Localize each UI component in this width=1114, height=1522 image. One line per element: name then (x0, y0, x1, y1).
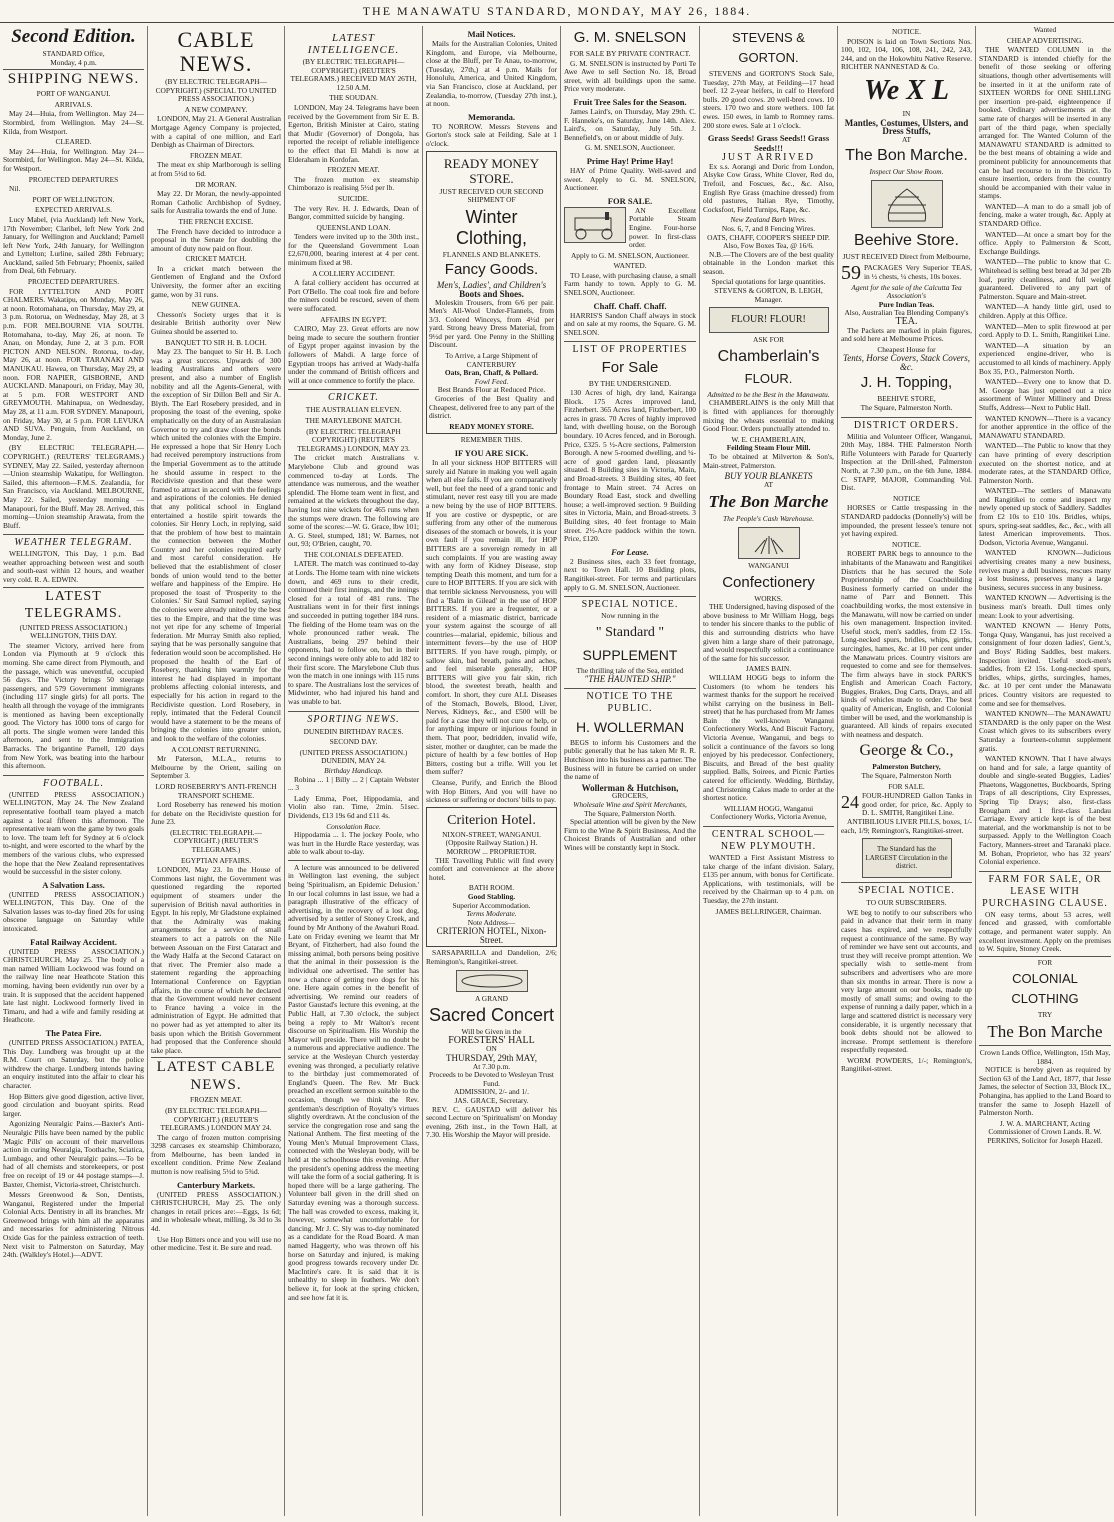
special-notice-heading: SPECIAL NOTICE. (564, 596, 696, 611)
handicap-results: Robina ... 1 | Billy ... 2 | Captain Webster ... 3 (288, 774, 419, 793)
park-heading: NOTICE. (892, 539, 921, 549)
sarsaparilla-ad: SARSAPARILLA and Dandelion, 2/6; Remington's, Rangitikei-street. (426, 948, 557, 967)
flour-sub: Admitted to be the Best in the Manawatu. (707, 389, 830, 399)
hop-remember: REMEMBER THIS. (460, 435, 523, 445)
wanted-5: WANTED—Men to split firewood at per cord. Apply to D. L. Smith, Rangitikei Line. (979, 321, 1111, 340)
latest-telegrams: The steamer Victory, arrived here from London via Plymouth at 9 o'clock this morning. She came direct from Plymouth, and the passage, which was uneventful, occupied 56 days. The Victory brings 50 steerage passengers, and 579 Government immigrants (including 117 single girls) for all ports. The health all through the voyage of the immigrants is mentioned as having been exceptionally good. The Victory has 1000 tons of cargo for all ports. The single women were landed this afternoon, and sent to the Immigration Barracks. The brigantine Parnell, 120 days from New York, was beating into the harbour this afternoon. (3, 640, 144, 771)
hop-bitters-ad: Hop Bitters give good digestion, active liver, good circulation and buoyant spirits. Read larger. (3, 1091, 144, 1118)
cheapest-house: Cheapest House for (877, 344, 936, 354)
marylebone-heading: THE MARYLEBONE MATCH. (305, 415, 402, 425)
engine-text: AN Excellent Portable Steam Engine. Four-horse power. In first-class order. (629, 205, 696, 250)
george-square: The Square, Palmerston North (861, 771, 952, 781)
beehive-title: Beehive Store. (854, 231, 959, 249)
wanted-10: WANTED—The settlers of Manawatu and Rangitikei to come and inspect my newly opened up stock of Saddlery. Saddles from £2 10s to £10 10s. Bridles, whips, spurs, spring-seat saddles, &c., &c., with all latest American improvements. Thos. Dodson, Victoria Avenue, Wanganui. (979, 486, 1111, 547)
decorative-banner-icon (459, 973, 525, 989)
criterion-text: THE Travelling Public will find every comfort and convenience at the above hotel. (429, 855, 554, 882)
wanted-4: WANTED—A handy little girl, used to children. Apply at this Office. (979, 302, 1111, 320)
public-notice-heading: NOTICE TO THE PUBLIC. (564, 688, 696, 715)
grass-seeds-heading: Grass Seeds! Grass Seeds!! Grass Seeds!!! (707, 133, 830, 154)
we-xl-in: IN (902, 108, 911, 118)
special-standard: " Standard " (595, 624, 665, 640)
beehive-illustration (871, 180, 943, 228)
canterbury-heading: Canterbury Markets. (177, 1179, 255, 1190)
office-date: Monday, 4 p.m. (50, 57, 97, 67)
store-items: Moleskin Trousers, from 6/6 per pair. Men's All-Wool Under-Flannels, from 3/3. Colored Winceys, from 4½d per yard. Strong heavy Dress Material, from 9½d per yard. One Penny in the Shilling Discount. (429, 297, 554, 350)
banquet-text: May 23. The banquet to Sir H. B. Loch was a great success. Upwards of 300 leading Australians and others were present, and also a number of English nobility and all the Agents-General, with the exception of Sir Dillon Bell and Sir A. Blyth. The Earl Rosebery presided, and in proposing the toast of the evening, spoke emphatically on the duty of an Australasian Governor to try and draw closer the bonds which united the colonies with the Empire. He expressed a hope that Sir Henry Loch had received peremptory instructions from the Imperial Government as to the attitude he should assume in respect to the Recidiviste question and that these were framed to attract in accord with the feelings and aspirations of the colonies. He denied that any political school in England entertained a hostile spirit towards the colonies. Sir Henry Loch, in replying, said that the problem of how best to maintain the connection between the Mother Country and her colonies required early and most careful consideration. He believed that the establishment of closer bonds of union would tend to the better welfare and happiness of the Empire. He proposed the toast of 'Prosperity to the Colonies.' Sir Saul Samuel replied, saying the colonies were already united by the best ties to the Empire, and that the time was not yet ripe for any scheme of Imperial federation. Mr Murray Smith also replied, saying that he was personally sanguine that federation would soon be accomplished. He proposed the health of the Earl of Rosebery, thanking him warmly for the interest he had displayed in important problems affecting colonial interests, and especially for his action in regard to the Recidiviste question. Lord Rosebery, in reply, intimated that the Federal Council would have a statement to be the means of bringing the colonies into greater union, and look to the welfare of the colonies. (151, 347, 281, 743)
wanted-9: WANTED—The Public to know that they can have printing of every description executed on the shortest notice, and at moderate rates, at the STANDARD Office, Palmerston North. (979, 441, 1111, 485)
races-day: SECOND DAY. (329, 737, 378, 747)
engine-sign: Apply to G. M. SNELSON, Auctioneer. (570, 250, 690, 260)
wollerman-square: The Square, Palmerston North. (584, 808, 676, 818)
returning-text: Mr Paterson, M.L.A., returns to Melbourne by the Orient, sailing on September 3. (151, 754, 281, 781)
hop-bitters-ad-2: Use Hop Bitters once and you will use no other medicine. Test it. Be sure and read. (151, 1234, 281, 1253)
concert-time: At 7.30 p.m. (472, 1061, 511, 1071)
school-text: WANTED a First Assistant Mistress to take charge of the infant division. Salary, £135 per annum, with bonus for Certificate. Applications, with testimonials, will be received by the Chairman up to 4 p.m. on Tuesday, the 27th instant. (703, 853, 834, 905)
patea-text: (UNITED PRESS ASSOCIATION.) PATEA, This Day. Lundberg was brought up at the R.M. Court on Saturday, but the police withdrew the charge. Lundberg intends having an enquiry instituted into the affair to clear his character. (3, 1038, 144, 1090)
tea-agent: Agent for the sale of the Calcutta Tea Association's (851, 282, 962, 301)
cheap-advertising-text: THE WANTED COLUMN in the STANDARD is intended chiefly for the benefit of those seeking or offering situations, though other advertisements will be inserted in it at the uniform rate of SIXTEEN WORDS for ONE SHILLING per insertion pre-paid, eighteenpence if booked. Ordinary advertisements at the same rate of charges will be inserted in any part of the third page, when specially arranged for. The Wanted Column of the MANAWATU STANDARD is admitted to be the best means of obtaining a wide and prominent publicity for announcements that can be had recourse to in the District. To ensure insertion, orders from the country should be accompanied with their value in stamps. (979, 45, 1111, 201)
tea-line (841, 262, 972, 284)
flour-mill: Feilding Steam Flour Mill. (726, 443, 811, 453)
railway-text: (UNITED PRESS ASSOCIATION.) CHRISTCHURCH, May 25. The body of a man named William Lockwood was found on the railway line near Heathcote Station this morning, having been evidently run over by a train. It is supposed that the accident happened late last night. Lockwood formerly lived in Timaru, and had a wife and family residing at Heathcote. (3, 946, 144, 1025)
consolation-heading: Consolation Race. (326, 821, 381, 831)
steam-engine-illustration (564, 207, 626, 243)
scheme-text: Lord Roseberry has renewed his motion for debate on the Recidiviste question for June 23. (151, 800, 281, 827)
cricket-match-heading: CRICKET MATCH. (185, 254, 247, 264)
subscribers-heading: TO OUR SUBSCRIBERS. (866, 898, 947, 908)
stevens-gorton-title: STEVENS & GORTON. (732, 30, 805, 65)
company-heading: A NEW COMPANY. (184, 104, 248, 114)
railway-heading: Fatal Railway Accident. (30, 936, 117, 947)
loan-heading: QUEENSLAND LOAN. (316, 222, 391, 232)
departures: FOR LYTTELTON AND PORT CHALMERS. Wakatipu, on Monday, May 26, at noon. Rotomahana, on Thursday, May 29, at 3 p.m. Rotorua, on Wednesday, May 28, at 3 p.m. FOR MELBOURNE VIA SOUTH. Rotomahana, to-day, May 26, at noon. Te Anau, on Monday, June 2, at 3 p.m. FOR PICTON AND NELSON. Rotorua, to-day, May 26, at noon. FOR TARANAKI AND MANUKAU. Hawea, on Thursday, May 29, at noon. FOR NAPIER, GISBORNE, AND AUCKLAND. Manapouri, on Friday, May 30, at 5 p.m. FOR WESTPORT AND GREYMOUTH. Mahinapua, on Wednesday, May 28, at 11 a.m. FOR SYDNEY. Manapouri, on Friday, May 30, at 5 p.m. FOR LEVUKA AND SUVA. Penguin, from Auckland, on Monday, June 2. (3, 286, 144, 442)
moran-text: May 22. Dr Moran, the newly-appointed Roman Catholic Archbishop of Sydney, sails for Australia towards the end of June. (151, 189, 281, 216)
criterion-title: Criterion Hotel. (447, 812, 536, 828)
hogg-sign: WILLIAM HOGG, Wanganui Confectionery Works, Victoria Avenue, (710, 803, 827, 822)
cleared-heading: CLEARED. (55, 137, 92, 147)
store-arrive: To Arrive, a Large Shipment of CANTERBURY (445, 351, 538, 369)
egypt-text-3: CAIRO, May 23. Great efforts are now being made to secure the southern frontier of Egypt proper against invasion by the followers of Mahdi. A large force of Egyptian troops has arrived at Wady-halfa under the command of British officers and will at once commence to fortify the place. (288, 324, 419, 385)
memo-heading: Memoranda. (468, 111, 515, 122)
latest-intelligence-heading: LATEST INTELLIGENCE. (307, 32, 400, 56)
frozen2-credit: (BY ELECTRIC TELEGRAPH—COPYRIGHT.) (REUTER'S TELEGRAMS.) LONDON MAY 24. (160, 1105, 272, 1133)
scheme-heading: LORD ROSEBERRY'S ANTI-FRENCH TRANSPORT SCHEME. (155, 781, 277, 800)
expected-arrivals-heading: EXPECTED ARRIVALS. (34, 205, 113, 215)
fruit-text: James Laird's, on Thursday, May 29th. C. F. Hanneke's, on Saturday, June 14th. Alex. Laird's, on Saturday, July 5th. J. Bennefield's, on or about middle of July. (564, 106, 696, 142)
excise-text: The French have decided to introduce a proposal in the Senate for doubling the amount of duty now paid on flour. (151, 226, 281, 253)
criterion-terms: Terms Moderate. (466, 909, 517, 919)
store-groceries: Groceries of the Best Quality and Cheapest, delivered free to any part of the district. (429, 394, 554, 421)
departures-heading: PROJECTED DEPARTURES. (27, 277, 120, 287)
criterion-address: NIXON-STREET, WANGANUI. (Opposite Railway Station.) H. MORROW ... PROPRIETOR. (442, 829, 541, 856)
sporting-heading: SPORTING NEWS. (288, 711, 419, 726)
topping-title: J. H. Topping, (860, 374, 953, 392)
topping-store: BEEHIVE STORE, (877, 394, 936, 404)
snelson-sale-text: G. M. SNELSON is instructed by Porti Te Awe Awe to sell Section No. 18, Broad street, with all buildings upon the same. Price very moderate. (564, 58, 696, 94)
weather-text: WELLINGTON, This Day, 1 p.m. Bad weather approaching between west and south and south-east within 12 hours, and weather very cold. R. A. EDWIN. (3, 549, 144, 585)
clovers-note: N.B.—The Clovers are of the best quality obtainable in the London market this season. (703, 249, 834, 276)
second-edition-heading: Second Edition. (11, 26, 136, 47)
criterion-hotel-ad (426, 807, 557, 948)
egypt-heading-3: AFFAIRS IN EGYPT. (320, 314, 387, 324)
handicap-heading: Birthday Handicap. (324, 765, 383, 775)
pure-indian-teas: Pure Indian Teas. (878, 299, 935, 309)
tea-also: Also, Australian Tea Blending Company's (844, 308, 969, 318)
concert-banner-image (456, 970, 528, 992)
criterion-sign: CRITERION HOTEL, Nixon-Street. (436, 926, 547, 945)
store-received: JUST RECEIVED OUR SECOND SHIPMENT OF (439, 186, 544, 205)
we-xl-heading: We X L (863, 74, 950, 106)
tea-word: TEA. (895, 315, 918, 327)
district-orders-heading: DISTRICT ORDERS. (841, 417, 972, 432)
wanted-heading: WANTED. (613, 261, 647, 271)
excise-heading: THE FRENCH EXCISE. (178, 216, 254, 226)
george-butchery: Palmerston Butchery, (872, 762, 941, 772)
frozen-text-3: The frozen mutton ex steamship Chimborazo is realising 5½d per lb. (288, 174, 419, 193)
district-orders: Militia and Volunteer Officer, Wanganui, 20th May, 1884. THE Palmerston North Rifle Volunteers with Parade for Quarterly Inspection at the Drill-shed, Palmerston North, at 7.30 p.m., on the 6th June, 1884. C. STAPP, MAJOR, Commanding Vol. Dist. (841, 431, 972, 493)
properties-by: BY THE UNDERSIGNED. (588, 379, 672, 389)
blankets-heading: BUY YOUR BLANKETS (724, 471, 813, 482)
crown-lands-heading: Crown Lands Office, Wellington, 15th May, 1884. (979, 1047, 1111, 1066)
inspect-show-room: Inspect Our Show Room. (869, 167, 944, 177)
masthead: THE MANAWATU STANDARD, MONDAY, MAY 26, 1884. (0, 0, 1114, 23)
mail-heading: Mail Notices. (467, 29, 516, 39)
cash-warehouse: The People's Cash Warehouse. (723, 514, 814, 524)
wanted-15: WANTED KNOWN. That I have always on hand and for sale, a large quantity of double and single-seated Buggies, Ladies' Phaetons, Waggonettes, Buckboards, Spring Traps of all descriptions, City Expresses, Spring Tip Drays; also, first-class Brougham and 1 first-class Landau Carriage. Every article kept is of the best material, and the workmanship is not to be surpassed. Apply to the Wellington Coach Factory, Manners-street and Taranaki place. M. Bohan, Proprietor, who has 32 years' Colonial experience. (979, 754, 1111, 867)
cricket-match-text: In a cricket match between the Gentlemen of England and the Oxford University, the former after an exciting game, won by 31 runs. (151, 263, 281, 299)
wanted-12: WANTED KNOWN — Advertising is the business man's breath. Dull times only mean: Look to your advertising. (979, 593, 1111, 620)
races-heading: DUNEDIN BIRTHDAY RACES. (303, 726, 404, 736)
store-oats: Oats, Bran, Chaff, & Pollard. (444, 368, 539, 378)
concert-title: Sacred Concert (428, 1005, 555, 1026)
flour-ask: ASK FOR (752, 335, 784, 345)
trespass-heading: NOTICE (892, 493, 921, 503)
beehive-icon (875, 183, 939, 225)
wollerman-wine: Wholesale Wine and Spirit Merchants, (573, 800, 687, 810)
tanks-heading: FOR SALE. (888, 781, 925, 791)
special-supplement: SUPPLEMENT (582, 646, 678, 663)
gaustad-ad: REV. C. GAUSTAD will deliver his second Lecture on 'Spiritualism' on Monday evening, 26th inst., in the Town Hall, at 7.30. His Worship the Mayor will preside. (426, 1104, 557, 1140)
farm-heading: FARM FOR SALE, OR LEASE WITH PURCHASING CLAUSE. (979, 871, 1111, 910)
school-sign: JAMES BELLRINGER, Chairman. (715, 906, 822, 916)
canterbury-text: (UNITED PRESS ASSOCIATION.) CHRISTCHURCH, May 25. The only changes in retail prices are:—Eggs, 1s 6d; and in wholesale wheat, milling, 3s 3d to 3s 4d. (151, 1189, 281, 1234)
projected-departures-heading: PROJECTED DEPARTURES (28, 174, 119, 184)
store-boots: Boots and Shoes. (459, 288, 524, 299)
colliery-heading: A COLLIERY ACCIDENT. (312, 268, 395, 278)
tea-packages: PACKAGES Very Superior TEAS, in ½ chests, ¼ chests, 10s boxes. (864, 262, 972, 281)
patea-heading: The Patea Fire. (45, 1028, 102, 1038)
bon-marche-title-2: The Bon Marche. (845, 147, 968, 165)
wanted-11: WANTED KNOWN—Judicious advertising creates many a new business, revives many a dull business, rescues many a lost business, preserves many a large business, secures success in any business. (979, 548, 1111, 592)
cricket-credit: (BY ELECTRIC TELEGRAPH COPYRIGHT) (REUTER'S TELEGRAMS.) LONDON, MAY 23. (297, 426, 410, 453)
for-label: FOR (979, 956, 1111, 968)
wollerman-text: BEGS to inform his Customers and the public generally that he has taken Mr R. R. Hutchison into his business as a partner. The Business will in future be carried on under the name of (564, 737, 696, 782)
store-flour: Best Brands Flour at Reduced Price. (437, 385, 546, 395)
stock-sale: STEVENS and GORTON'S Stock Sale, Tuesday, 27th May, at Feilding—17 head beef. 12 2-year heifers, in calf to Hereford bulls. 20 good cows. 20 well-bred cows. 10 steers. 170 two and store wethers. 100 fat ewes. 150 ewes, in lamb to Romney rams. 200 store ewes. Sale at 1 o'clock. (703, 69, 834, 130)
frozen2-heading: FROZEN MEAT. (189, 1095, 242, 1105)
banquet-heading: BANQUET TO SIR H. B. LOCH. (165, 337, 267, 347)
soudan-heading: THE SOUDAN. (329, 93, 378, 103)
tanks-count: 24 (841, 792, 859, 813)
concert-grand: A GRAND (474, 993, 509, 1003)
tanks-text: FOUR-HUNDRED Gallon Tanks in good order, for price, &c. Apply to D. L. SMITH, Rangitikei Line. (862, 791, 972, 818)
tents-covers: Tents, Horse Covers, Stack Covers, &c. (843, 353, 970, 372)
crown-lands-text: NOTICE is hereby given as required by Section 63 of the Land Act, 1877, that Jesse James, the selector of Section 33, Block IX., Pohangina, has applied to the Land Board to transfer the same to Joseph Hazell of Palmerston North. (979, 1065, 1111, 1118)
special-now: Now running in the (601, 611, 659, 621)
wanted-7: WANTED—Every one to know that D. M. George has just opened out a nice assortment of Winter Millinery and Dress Stuffs, Address—Next to Public Hall. (979, 377, 1111, 412)
wollerman-title: H. WOLLERMAN (575, 718, 685, 735)
school-heading: CENTRAL SCHOOL—NEW PLYMOUTH. (703, 826, 834, 853)
wanted-2: WANTED—At once a smart boy for the office. Apply to Palmerston & Scott, Exchange Buildings. (979, 229, 1111, 256)
returning-heading: A COLONIST RETURNING. (171, 744, 261, 754)
column-7 (838, 26, 976, 1516)
stevens-sign: STEVENS & GORTON, B. LEIGH, Manager. (714, 286, 823, 304)
wanted-3: WANTED—The public to know that C. Whitehead is selling best bread at 3d per 2lb loaf, purity cleanliness, and full weight guaranteed. Delivered to any part of Palmerston. Square and Main-street. (979, 257, 1111, 301)
guinea-text: Chesson's Society urges that it is desirable British authority over New Guinea should be asserted to. (151, 309, 281, 337)
column-4 (423, 26, 561, 1516)
flour-text: CHAMBERLAIN'S is the only Mill that is fitted with appliances for thoroughly mixing the wheats essential to making Good Flour. Orders punctually attended to. (703, 398, 834, 434)
expected-arrivals: Lucy Mabel, (via Auckland) left New York, 17th November; Claribel, left New York 2nd January, for Wellington and Auckland; Parnell left New York, 24th January, for Wellington and Lyttelton; Lurline, sailed 28th February; Auckland, sailed 5th February; Phoenix, sailed from Deal, 6th February. (3, 214, 144, 276)
trespass-text: HORSES or Cattle trespassing in the STANDARD paddocks (Donnelly's) will be impounded, the present lessee's tenure not yet having expired. (841, 503, 972, 539)
egypt-credit: (ELECTRIC TELEGRAPH.—COPYRIGHT.) (REUTER'S TELEGRAMS.) (170, 827, 262, 855)
column-2 (148, 26, 285, 1516)
oats-chaff: OATS, CHAFF, COOPER'S SHEEP DIP. Also, Fow Boxes Tea, @ 16/6. (707, 232, 830, 251)
suicide-text: The very Rev. H. J. Edwards, Dean of Bangor, committed suicide by hanging. (288, 203, 419, 222)
hay-text: HAY of Prime Quality. Well-saved and sweet. Apply to G. M. SNELSON, Auctioneer. (564, 165, 696, 193)
barb-wire: New Zealand Barb Wires. (730, 215, 807, 225)
bon-marche-title-3: The Bon Marche (987, 1021, 1103, 1041)
loan-text: Tenders were invited up to the 30th inst., for the Queensland Government Loan £2,670,000, bearing interest at 4 per cent. minimum fixed at 98. (288, 232, 419, 268)
divider-8 (979, 1045, 1111, 1046)
hop-cleanse: Cleanse, Purify, and Enrich the Blood with Hop Bitters, And you will have no sickness or suffering or doctors' bills to pay. (426, 777, 557, 805)
latest-telegrams-heading: LATEST TELEGRAMS. (3, 587, 144, 622)
column-8 (976, 26, 1114, 1516)
office-line: STANDARD Office, (42, 49, 105, 58)
cheap-advertising-heading: CHEAP ADVERTISING. (1006, 35, 1084, 45)
mantles: Mantles, Costumes, Ulsters, and Dress Stuffs, (844, 117, 969, 137)
chamberlain-title: Chamberlain's (717, 347, 820, 365)
store-winter: Winter Clothing, (455, 206, 528, 248)
column-3 (285, 26, 423, 1516)
divider (288, 860, 419, 861)
try-label: TRY (1037, 1010, 1053, 1020)
standard-circulation-emblem: The Standard has the LARGEST Circulation in the district. (862, 838, 952, 878)
cable-news-heading: CABLE NEWS. (177, 27, 255, 76)
properties-for-sale: For Sale (601, 359, 659, 377)
wanted-1: WANTED—A man to do a small job of fencing, make a water trough, &c. Apply at STANDARD Office. (979, 201, 1111, 229)
wanted-8: WANTED KNOWN—There is a vacancy for another apprentice in the office of the MANAWATU STANDARD. (979, 413, 1111, 440)
wheat-sheaf-illustration (738, 527, 800, 559)
cricket-text: The cricket match Australians v. Marylebone Club and ground was commenced to-day at Lords. The attendance was numerous, and the weather splendid. The Home team went in first, and remained at the wickets throughout the day, having lost nine wickets for 465 runs when the stumps were drawn. The following are some of the scores:—W. G. Grace, lbw 101; A. G. Steel, stumped, 181; W. Barnes, not out, 93; O'Brien, caught, 70. (288, 453, 419, 549)
latest-assoc: (UNITED PRESS ASSOCIATION.) WELLINGTON, THIS DAY. (19, 622, 128, 641)
flour-heading: FLOUR! FLOUR! (731, 313, 806, 325)
frozen-text: The meat ex ship Marlborough is selling at from 5½d to 6d. (151, 160, 281, 178)
port-wanganui: PORT OF WANGANUI. (36, 89, 111, 99)
fencing-wires: Nos. 6, 7, and 8 Fencing Wires. (721, 223, 816, 233)
cable-credit: (BY ELECTRIC TELEGRAPH—COPYRIGHT.) (SPECIAL TO UNITED PRESS ASSOCIATION.) (155, 77, 277, 104)
bon-marche-title: The Bon Marche (708, 492, 829, 512)
wanted-14: WANTED KNOWN—The MANAWATU STANDARD is the only paper on the West Coast which gives to its subscribers every Saturday a fourteen-column supplement gratis. (979, 709, 1111, 753)
handicap-note: Lady Emma, Poet, Hippodamia, and Violin also ran. Time, 2min. 51sec. Dividends, £13 19s 6d and £11 4s. (288, 793, 419, 820)
store-flannels: FLANNELS AND BLANKETS. (442, 249, 541, 259)
topping-square: The Square, Palmerston North. (860, 403, 953, 413)
lease-heading: For Lease. (611, 546, 649, 557)
farm-text: ON easy terms, about 53 acres, well fenced and grassed, with comfortable cottage, and permanent water supply. An excellent investment. Apply on the premises to W. Squire, Stoney Creek. (979, 909, 1111, 954)
neuralgic-ad: Agonizing Neuralgic Pains.—Baxter's Anti-Neuralgic Pills have been named by the public 'Magic Pills' on account of their marvellous action in curing Neuralgia, Toothache, Sciatica, Lumbago, and other Neuralgic pains.—To be had of all chemists and storekeepers, or post free on receipt of 19 or 44 postage stamps—J. Baxter, Chemist, Victoria-street, Christchurch. (3, 1119, 144, 1189)
engine-heading: FOR SALE. (607, 195, 653, 206)
criterion-attend: Superior Accommodation. (452, 900, 531, 910)
weather-heading: WEATHER TELEGRAM. (3, 534, 144, 549)
just-arrived: JUST ARRIVED (722, 152, 815, 164)
wollerman-firm: Wollerman & Hutchison, (581, 782, 679, 793)
column-5 (561, 26, 700, 1516)
special-title: "THE HAUNTED SHIP." (584, 674, 676, 685)
salvation-text: (UNITED PRESS ASSOCIATION.) WELLINGTON, This Day. One of the Salvation lasses was to-day fined 20s for using obscene language on Saturday while intoxicated. (3, 889, 144, 934)
properties-list: 130 Acres of high, dry land, Kairanga Block. 175 Acres improved land, Fitzherbert. 365 Acres land, Fitzherbert, 100 acres in grass. 70 Acres of highly improved land, with dwelling house, on the Borough boundary. 10 Acres fenced, and in Borough. Price, £325. 5 ½-Acre sections, Palmerston Borough. A new 5-roomed dwelling, and ¼-acre of good garden land, pleasantly situated. 8 Building sites in Victoria, Main, and Broad-streets. 3 Building sites, 40 feet frontage to Main street. 74 Acres on Boundary Road East, stock and dwelling house; a well-improved section. 9 Building sites in Victoria, Main, and Broad-streets. 3 Building sites, 40 feet frontage to Main street. 2½-Acre paddock within the town. Price, £120. (564, 388, 696, 544)
flour-banner (709, 307, 829, 333)
criterion-bath: BATH ROOM. (468, 883, 515, 893)
local-news: A lecture was announced to be delivered in Wellington last evening, the subject being 'Spiritualism, an Epidemic Delusion.' In our local columns in last issue, we had a paragraph illustrative of the efficacy of advertising, in the recovery of a lost dog, advertised by a settler of Stoney Creek, and found by Mr Anthony of the Awahuri Road. Late on Friday evening we learnt that Mr Bryant, of Fitzherbert, had also found the missing animal, both persons being positive that the animal in their possession is the individual one advertised. The settler has now a chance of getting two dogs for his one. Here again comes in the benefit of advertising. We remind our readers of Pastor Gaustad's lecture this evening, at the Public Hall, at 7.30 o'clock, the subject being a reply to Mr Walton's recent discourse on Spiritualism. His Worship the Mayor will preside. There will no doubt be a numerous and appreciative audience. The service at the Wesleyan Church yesterday evening was thronged, a peculiarly relative to the birthday just commemorated of England's Queen. The Rev. Mr Buck preached an excellent sermon suitable to the occasion, though we think the Rev. gentleman's description of Royalty's virtues slightly overdrawn. At the conclusion of the service the congregation rose and sang the National Anthem. The first meeting of the Young Men's Mutual Improvement Class, connected with the Wesleyan body, will be held at the schoolhouse this evening. After the president's opening address the meeting will take the form of a social gathering. It is hoped there will be a large gathering. The Volunteer ball given in the drill shed on Saturday evening was a thorough success. The hall was crowded to excess, making it, however, somewhat uncomfortable for dancing. Mr J. C. Sly was to-day nominated as a candidate for the Road Board. A man named Haggerty, who was thrown off his horse on Saturday and injured, is making good progress towards recovery under Dr. MacIntire's care. It is said that it is unhealthy to sleep in feathers. We don't believe it, for look at the spring chicken, and see how fat it is. (288, 862, 419, 1302)
mantles-at: AT (901, 134, 912, 144)
colliery-text: A fatal colliery accident has occurred at Port O'Bello. The coal took fire and before the miners could be rescued, seven of them were suffocated. (288, 278, 419, 314)
cleared: May 24—Huia, for Wellington. May 24—Stormbird, for Wellington. May 24—St. Kilda, for Westport. (3, 146, 144, 173)
company-text: LONDON, May 21. A General Australian Mortgage Agency Company is projected, with a capital of one million, and Earl Denbigh as Chairman of Directors. (151, 114, 281, 150)
salvation-heading: A Salvation Lass. (42, 879, 105, 890)
concert-admission: ADMISSION, 2/- and 1/. (454, 1087, 529, 1097)
shipping-telegrams: (BY ELECTRIC TELEGRAPH.—COPYRIGHT.) (REUTERS' TELEGRAMS.) SYDNEY, May 22. Sailed, yesterday afternoon—Union steamship Wakatipu, for Wellington. Sailed, this afternoon—F.M.S. Zealandia, for San Francisco, via Auckland. MELBOURNE, May 22. Sailed, yesterday morning — Manapouri, for the Bluff. May 28. Arrived, this morning—Union steamship Arawata, from the Bluff. (3, 443, 144, 530)
special-notice-heading-2: SPECIAL NOTICE. (841, 882, 972, 897)
football-text: (UNITED PRESS ASSOCIATION.) WELLINGTON, May 24. The New Zealand representative football team played a match against a local fifteen this afternoon. The representative team won the game by two goals to love. The team left for Sydney at 6 o'clock to-night, and were escorted to the wharf by the members of the various clubs, who expressed the hope that the New Zealand representatives would be successful in the sister colony. (3, 789, 144, 877)
dentist-ad: Messrs Greenwood & Son, Dentists, Wanganui, Registered under the Imperial Colonial Acts. Dentistry in all its branches. Mr Greenwood brings with him all the apparatus and necessaries for administering Nitrous Oxide Gas for the painless extraction of teeth. Next visit to Palmerston on Saturday, May 24th. (Walkley's Hotel.)—ADVT. (3, 1190, 144, 1260)
store-fancy: Fancy Goods. (444, 261, 539, 279)
beehive-received: JUST RECEIVED Direct from Melbourne, (842, 251, 971, 261)
wanted-heading-8: Wanted (1033, 26, 1057, 34)
frozen-heading-3: FROZEN MEAT. (327, 165, 380, 175)
subscribers-text: WE beg to notify to our subscribers who paid in advance that their term in many cases has expired, and we respectfully request a continuance of the same. By way of reminder we have sent out accounts, and trust they will receive prompt attention. We specially wish to settle-ment from subscribers and advertisers who are more than six months in arrear. There is now a very large amount on our books, made up mostly of small sums; and owing to the expense of running a daily paper, which in a large and scattered district is necessary very considerable, it is urgently necessary that book debts should not be allowed to increase. Prompt settlement is therefore respectfully requested. (841, 907, 972, 1055)
confectionery-sign: JAMES BAIN. (745, 664, 792, 674)
hay-heading: Prime Hay! Prime Hay! (586, 155, 674, 166)
store-title: READY MONEY STORE. (443, 155, 540, 186)
liver-pills-ad: ANTIBILIOUS LIVER PILLS, boxes, 1/- each, 1/9; Remington's, Rangitikei-street. (841, 817, 972, 835)
concert-date: THURSDAY, 29th MAY, (445, 1053, 538, 1064)
george-title: George & Co., (859, 742, 954, 760)
intelligence-credit: (BY ELECTRIC TELEGRAPH—COPYRIGHT.) (REUTER'S TELEGRAMS.) RECEIVED MAY 26TH, 12.50 A.M. (290, 57, 417, 92)
ready-money-store-ad (426, 151, 557, 435)
fruit-heading: Fruit Tree Sales for the Season. (573, 96, 687, 107)
confectionery-head: WANGANUI (748, 560, 789, 570)
mail-text: Mails for the Australian Colonies, United Kingdom, and Europe, via Melbourne, close at the Bluff, per Te Anau, to-morrow, (Tuesday, 27th,) at 4 p.m. Mails for Honolulu, America, and United Kingdom, via San Francisco, close at Auckland, per Zealandia, to-morrow, (Tuesday 27th inst.), at noon. (426, 39, 557, 109)
confectionery-works: WORKS. (754, 593, 783, 603)
egypt-text: LONDON, May 23. In the House of Commons last night, the Government was questioned regarding the reported equipment of steamers under the supervision of British naval authorities in Egypt. In his reply, Mr Gladstone explained that the Admiralty was making arrangements for a service of small steamers to act a patrols on the Nile between Assouan on the First Cataract and the Wady Halfa at the Second Cataract on that river. The Premier also made a statement regarding the approaching International Conference on Egyptian affairs, in the course of which he declared that the Government would never consent to France having a voice in the administration of Egypt. He admitted that no power had as yet attempted to alter its basis upon which the British Government had proposed that the Conference should take place. (151, 865, 281, 1055)
fruit-sign: G. M. SNELSON, Auctioneer. (584, 143, 676, 153)
steam-engine-icon (567, 210, 623, 240)
frozen2-text: The cargo of frozen mutton comprising 3298 carcases ex steamship Chimborazo, from Melbourne, has been landed in excellent condition. Prime New Zealand mutton is now realising 5½d to 5¾d. (151, 1132, 281, 1177)
wollerman-grocers: GROCERS, (612, 791, 648, 801)
criterion-stabling: Good Stabling. (467, 891, 516, 901)
cricket-heading: CRICKET. (288, 389, 419, 404)
memo-text: TO NORROW. Messrs Stevens and Gorton's stock sale at Feilding. Sale at 1 o'clock. (426, 121, 557, 148)
arrivals: May 24—Huia, from Wellington. May 24—Stormbird, from Wellington. May 24—St. Kilda, from Westport. (3, 109, 144, 136)
port-wellington: PORT OF WELLINGTON. (32, 194, 115, 204)
tanks-line (841, 792, 972, 818)
guinea-heading: NEW GUINEA. (191, 300, 241, 310)
crown-lands-sign: J. W. A. MARCHANT, Acting Commissioner of Crown Lands. R. W. PERKINS, Solicitor for Joseph Hazell. (987, 1118, 1103, 1145)
worm-powders-ad: WORM POWDERS, 1/-; Remington's, Rangitikei-street. (841, 1055, 972, 1074)
colonial-clothing: COLONIAL CLOTHING (1011, 971, 1079, 1007)
blankets-at: AT (763, 479, 774, 489)
column-6 (700, 26, 838, 1516)
confectionery-title: Confectionery (722, 573, 815, 591)
arrivals-heading: ARRIVALS. (54, 99, 93, 109)
flour-obtain: To be obtained at Milverton & Son's, Main-street, Palmerston. (703, 452, 834, 470)
races-credit: (UNITED PRESS ASSOCIATION.) DUNEDIN, MAY 24. (299, 747, 408, 766)
wanted-text: TO Lease, with purchasing clause, a small Farm handy to town. Apply to G. M. SNELSON, Auctioneer. (564, 270, 696, 298)
store-fowl: Fowl Feed. (474, 376, 509, 386)
park-text: ROBERT PARK begs to announce to the inhabitants of the Manawatu and Rangitikei Districts that he has secured the Sole Proprietorship of the Coachbuilding Business formerly carried on under the name of Parr and Bennett. This coachbuilding works, the most extensive in the Manawatu, will now be carried on under his own management. Inspection invited. Useful stock, men's saddles, from £2 15s. Long-necked spurs, bridles, whips, girths, surcingles, hames, &c. at 10 per cent under the Manawatu prices. Country visitors are requested to come and see for themselves. The firm always have in stock PARK'S English and American Coach Factory, Buggies, Brakes, Dog Carts, Drays, and all kinds of vehicles made to order. The best quality of American, English, and Colonial timber will be used, and the workmanship is guaranteed. All kinds of repairs executed with neatness and despatch. (841, 549, 972, 739)
snelson-sale-heading: FOR SALE BY PRIVATE CONTRACT. (569, 49, 691, 58)
frozen-heading: FROZEN MEAT. (189, 150, 242, 160)
store-sign: READY MONEY STORE. (449, 421, 534, 431)
store-mens: Men's, Ladies', and Children's (436, 280, 547, 291)
quotations: Special quotations for large quantities. (711, 277, 826, 287)
snelson-title: G. M. SNELSON (573, 29, 687, 46)
hogg-text: WILLIAM HOGG begs to inform the Customers (to whom he tenders his warmest thanks for the support he received whilst carrying on the business in Bell-street) that he has purchased from Mr James Bain the well-known Wanganui Confectionery Works, And Biscuit Factory, Victoria Avenue, Wanganui, and begs to solicit a continuance of the favors so long enjoyed by his predecessor. Confectionery, Biscuits, and Bread of the best quality supplied. Balls, Soirees, and Picnic Parties catered for efficiently. Wedding, Birthday, and Christening Cakes made to order at the shortest notice. (703, 672, 834, 803)
wollerman-note: Special attention will be given by the New Firm to the Wine & Spirit Business, And the Choicest Brands of Australian and other Wines will be constantly kept in Stock. (564, 817, 696, 852)
wanted-6: WANTED—A situation by an experienced engine-driver, who is accustomed to all kinds of machinery. Apply Box 35, P.O., Palmerston North. (979, 340, 1111, 376)
poison-notice-heading: NOTICE. (892, 27, 921, 36)
football-heading: FOOTBALL. (3, 775, 144, 790)
column-1 (0, 26, 148, 1516)
concert-on: ON (486, 1044, 497, 1054)
concert-hall: FORESTERS' HALL (448, 1034, 535, 1046)
suicide-heading: SUICIDE. (338, 193, 369, 203)
consolation-text: Hippodamia ... 1. The jockey Poole, who was hurt in the Hurdle Race yesterday, was able to walk about to-day. (288, 830, 419, 857)
seeds-text: Ex s.s. Aorangi and Doric from London, Alsyke Cow Grass, White Clover, Red do, Trefoil, and Foscues, &c., &c. Also, English Rye Grass (machine dressed) from old pastures, Italian Rye, Timothy, Cocksfoot, Field Turnips, Rape, &c. (703, 161, 834, 214)
egypt-heading: EGYPTIAN AFFAIRS. (180, 855, 252, 865)
confectionery-text: THE Undersigned, having disposed of the above business to Mr William Hogg, begs to tender his sincere thanks to the public of this and surrounding districts who have given him a large share of their patronage, and would respectfully solicit a continuance of the same for his successor. (703, 602, 834, 663)
criterion-note: Note Address— (467, 917, 516, 927)
concert-where: Will be Given in the (461, 1027, 522, 1037)
wheat-sheaf-icon (741, 530, 797, 556)
nil-text: Nil. (9, 184, 21, 194)
moran-heading: DR MORAN. (195, 179, 237, 189)
hop-sick: IF YOU ARE SICK. (454, 448, 529, 458)
soudan-text: LONDON, May 24. Telegrams have been received by the Government from Sir E. B. Egerton, British Minister at Cairo, stating that Mudir (Governor) of Dongola, has reported the receipt of reliable intelligence to the effect that El Mahdi is now at Elderaham in Kordofan. (288, 102, 419, 164)
chaff-heading: Chaff. Chaff. Chaff. (593, 300, 667, 311)
wanted-13: WANTED KNOWN — Henry Potts, Tonga Quay, Wanganui, has just received a consignment of four dozen ladies', Gent.'s, and Boys' Riding Saddles, best makers. Inspection invited. Useful stock-men's saddles, from £2 15s. Long-necked spurs, bridles, whips, girths, surcingles, hames, &c. at 10 per cent under the Manawatu prices. Country visitors are requested to come and see for themselves. (979, 621, 1111, 708)
concert-sign: JAS. GRACE, Secretary. (454, 1096, 529, 1105)
special-tale: The thrilling tale of the Sea, entitled (576, 665, 684, 675)
tea-packets: The Packets are marked in plain figures, and sold here at Melbourne Prices. (841, 325, 972, 344)
lease-text: 2 Business sites, each 33 feet frontage, next to Town Hall. 10 Building plots, Rangitikei-street. For terms and particulars apply to G. M. SNELSON, Auctioneer. (564, 556, 696, 592)
poison-text: POISON is laid on Town Sections Nos. 100, 102, 104, 106, 108, 241, 242, 243, 244, and on the Hokowhitu Native Reserve. RICHTER NANNESTAD & Co. (841, 36, 972, 72)
flour-word: FLOUR. (744, 370, 793, 386)
flour-sign: W. E. CHAMBERLAIN, (731, 434, 806, 444)
tea-count: 59 (841, 261, 861, 284)
chaff-text: HARRIS'S Sandon Chaff always in stock and on sale at my rooms, the Square. G. M. SNELSON. (564, 310, 696, 337)
eleven-heading: THE AUSTRALIAN ELEVEN. (305, 405, 402, 415)
concert-proceeds: Proceeds to be Devoted to Wesleyan Trust Fund. (429, 1070, 554, 1088)
defeated-heading: THE COLONIALS DEFEATED. (303, 549, 404, 559)
properties-heading: LIST OF PROPERTIES (564, 341, 696, 356)
defeated-text: LATER. The match was continued to-day at Lords. The Home team with nine wickets down, and 469 runs to their credit, continued their first innings, and the innings closed for a total of 481 runs. The Australians went in for their first innings and succeeded in putting together 184 runs. The fielding of the Home team was on the whole pronounced rather weak. The Australians, being 297 behind their opponents, had to follow on, but in their second innings were only able to add 182 to their first score. The Marylebone Club thus won the match in one innings with 115 runs to spare. The Australians lost the services of Midwinter, who had injured his hand and was unable to bat. (288, 559, 419, 706)
hop-text: In all your sickness HOP BITTERS will surely aid Nature in making you well again when all else fails. If you are comparatively well, but feel the need of a grand tonic and stimulant, never rest easy till you are made a new being by the use of HOP BITTERS. If you are costive or dyspeptic, or are suffering from any other of the numerous diseases of the stomach or bowels, it is your own fault if you remain ill, for HOP BITTERS are a sovereign remedy in all such complaints. If you are wasting away with any form of Kidney Disease, stop tempting Death this moment, and turn for a cure to HOP BITTERS. If you are sick with that terrible sickness Nervousness, you will find a 'Balm in Gilead' in the use of HOP BITTERS. If you are a frequenter, or a resident of a miasmatic district, barricade your system against the scourge of all countries—malarial, epidemic, bilious and intermittent fevers—by the use of HOP BITTERS. If you have rough, pimply, or sallow skin, bad breath, pains and aches, and feel miserable generally, HOP BITTERS will give you fair skin, rich blood, the sweetest breath, health and comfort. In short, they cure ALL Diseases of the Stomach, Bowels, Blood, Liver, Nerves, Kidneys, &c., and £500 will be paid for a case they will not cure or help, or for anything impure or injurious found in them. That poor, bedridden, invalid wife, sister, mother or daughter, can be made the picture of health by a few bottles of Hop Bitters, costing but a trifle. Will you let them suffer? (426, 458, 557, 777)
latest-cable-heading: LATEST CABLE NEWS. (151, 1057, 281, 1094)
shipping-heading: SHIPPING NEWS. (3, 69, 144, 88)
